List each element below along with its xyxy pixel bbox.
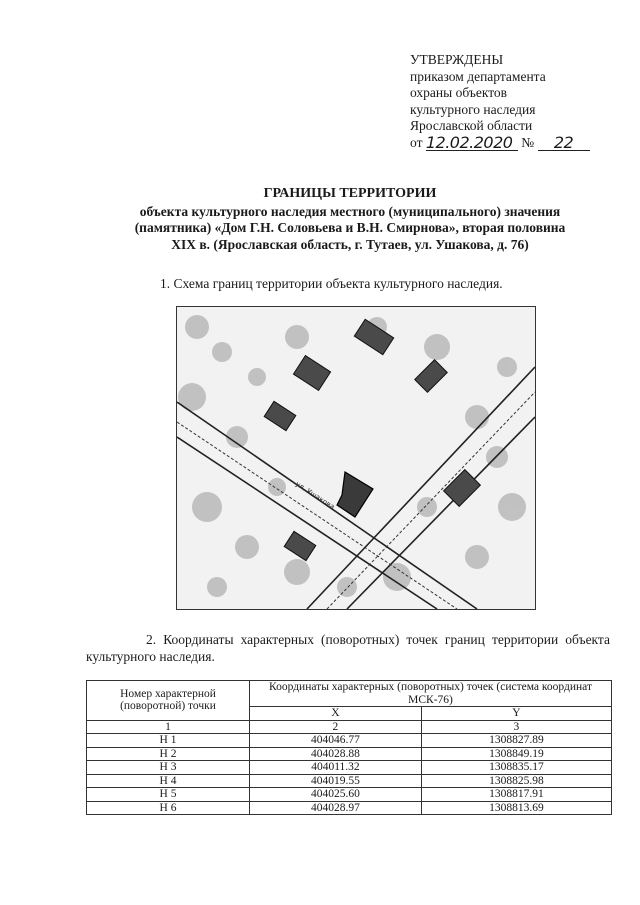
table-cell: 404028.97: [250, 801, 422, 815]
approval-line: культурного наследия: [410, 101, 536, 117]
coordinates-table: [86, 680, 612, 815]
table-cell: 3: [421, 720, 611, 734]
table-row: [87, 788, 612, 802]
table-row: [87, 734, 612, 748]
table-cell: 1308813.69: [421, 801, 611, 815]
table-cell: 404028.88: [250, 747, 422, 761]
approval-title: УТВЕРЖДЕНЫ: [410, 52, 504, 67]
coordinates-group-header: Координаты характерных (поворотных) точек (система координат МСК-76): [250, 681, 612, 707]
table-cell: 1308825.98: [421, 774, 611, 788]
map-scheme-image: [177, 307, 535, 609]
section-1-caption: 1. Схема границ территории объекта культурного наследия.: [160, 276, 503, 291]
table-cell: 404025.60: [250, 788, 422, 802]
table-cell: 1308849.19: [421, 747, 611, 761]
table-cell: 404019.55: [250, 774, 422, 788]
y-header: Y: [421, 707, 611, 721]
document-title: ГРАНИЦЫ ТЕРРИТОРИИ: [263, 186, 437, 201]
section-2-caption: [86, 632, 610, 665]
table-row: [87, 747, 612, 761]
table-cell: Н 1: [87, 734, 250, 748]
table-header-row: [87, 681, 612, 707]
table-cell: Н 5: [87, 788, 250, 802]
table-cell: Н 4: [87, 774, 250, 788]
table-cell: Н 2: [87, 747, 250, 761]
approval-line: Ярославской области: [410, 118, 533, 133]
table-cell: 2: [250, 720, 422, 734]
heading-line: XIX в. (Ярославская область, г. Тутаев, ул. Ушакова, д. 76): [171, 236, 529, 252]
section-2-text: 2. Координаты характерных (поворотных) точек границ территории объекта культурного наследия.: [86, 632, 610, 664]
approval-date-line: [410, 135, 590, 152]
document-heading: [100, 186, 600, 253]
heading-line: (памятника) «Дом Г.Н. Соловьева и В.Н. Смирнова», вторая половина: [134, 220, 566, 235]
handwritten-date: 12.02.2020: [425, 133, 513, 152]
table-row: [87, 761, 612, 775]
table-index-row: [87, 720, 612, 734]
table-cell: 1308835.17: [421, 761, 611, 775]
table-cell: 1: [87, 720, 250, 734]
table-cell: 1308827.89: [421, 734, 611, 748]
date-field: [426, 135, 518, 151]
boundary-map: [176, 306, 536, 610]
table-cell: Н 3: [87, 761, 250, 775]
table-cell: 404011.32: [250, 761, 422, 775]
table-row: [87, 774, 612, 788]
table-cell: 1308817.91: [421, 788, 611, 802]
number-field: [538, 135, 590, 151]
street-label: ул. Ушакова: [293, 479, 336, 512]
approval-line: приказом департамента: [410, 68, 546, 84]
table-row: [87, 801, 612, 815]
from-label: от: [410, 134, 423, 150]
handwritten-number: 22: [553, 133, 574, 152]
point-number-header: Номер характерной (поворотной) точки: [87, 681, 250, 721]
table-cell: 404046.77: [250, 734, 422, 748]
number-label: №: [521, 134, 535, 150]
x-header: X: [250, 707, 422, 721]
heading-line: объекта культурного наследия местного (муниципального) значения: [139, 203, 561, 219]
approval-line: охраны объектов: [410, 85, 508, 100]
table-cell: Н 6: [87, 801, 250, 815]
approval-stamp: [410, 52, 590, 151]
